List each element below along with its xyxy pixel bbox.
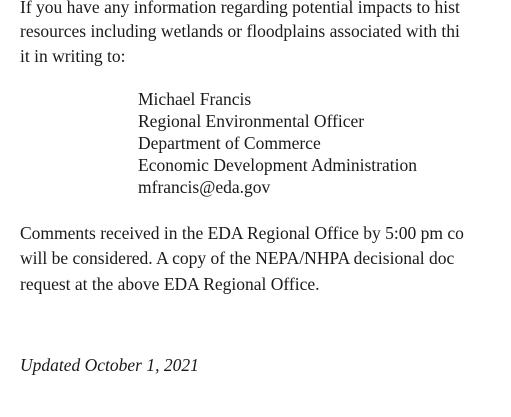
intro-line-1: If you have any information regarding potential impacts to hist <box>20 0 460 17</box>
comments-line-2: will be considered. A copy of the NEPA/NHPA decisional doc <box>20 248 455 268</box>
intro-line-2: resources including wetlands or floodplains associated with thi <box>20 21 460 41</box>
updated-date: Updated October 1, 2021 <box>20 355 199 375</box>
intro-line-3: it in writing to: <box>20 46 126 66</box>
comments-line-1: Comments received in the EDA Regional Office by 5:00 pm co <box>20 223 464 243</box>
contact-agency: Economic Development Administration <box>138 155 417 175</box>
contact-title: Regional Environmental Officer <box>138 111 365 131</box>
contact-email: mfrancis@eda.gov <box>138 177 271 197</box>
contact-department: Department of Commerce <box>138 133 321 153</box>
contact-name: Michael Francis <box>138 89 252 109</box>
comments-line-3: request at the above EDA Regional Office. <box>20 274 320 294</box>
